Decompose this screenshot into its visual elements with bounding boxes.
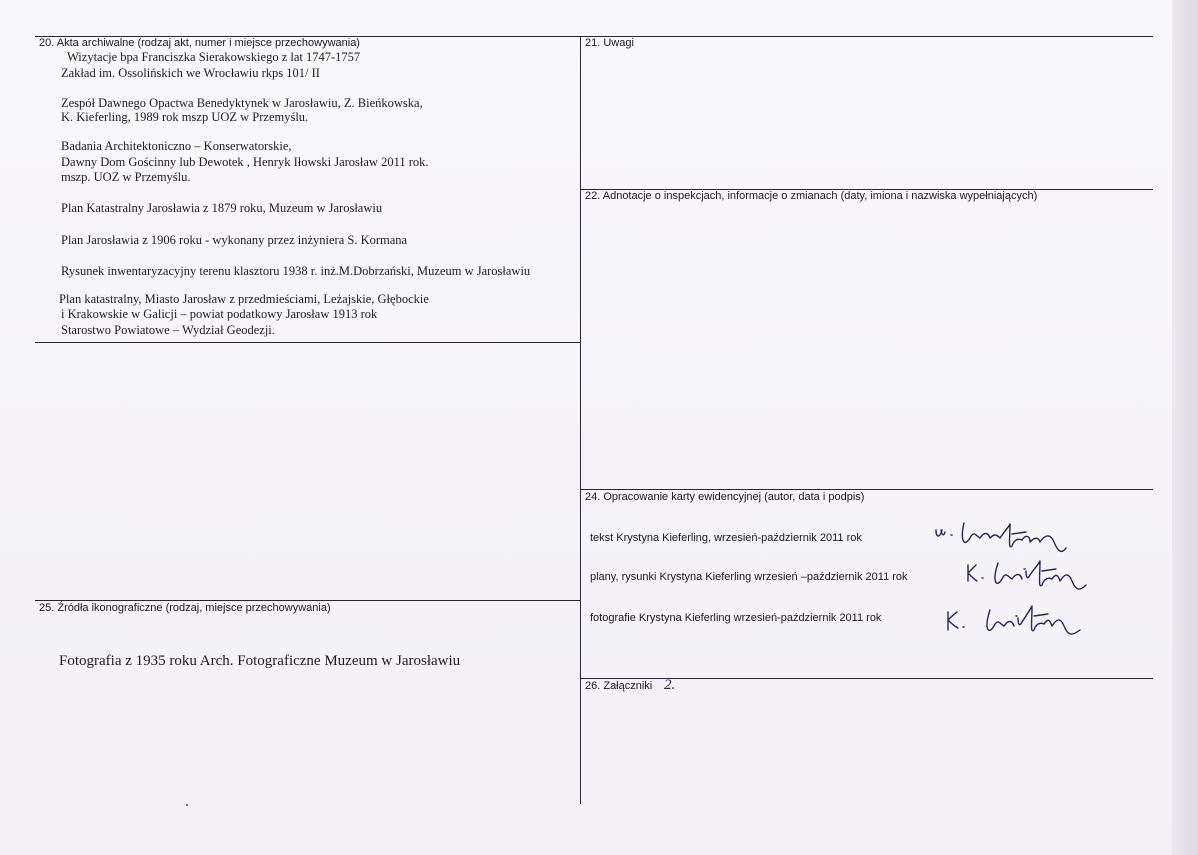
archive-line: Dawny Dom Gościnny lub Dewotek , Henryk Iłowski Jarosław 2011 rok. [61,155,429,169]
sec24-label: 24. Opracowanie karty ewidencyjnej (autor, data i podpis) [585,491,865,503]
archive-line: Plan Jarosławia z 1906 roku - wykonany przez inżyniera S. Kormana [61,233,408,247]
author-row-photos: fotografie Krystyna Kieferling wrzesień-październik 2011 rok [590,612,882,624]
archive-line: i Krakowskie w Galicji – powiat podatkowy Jarosław 1913 rok [61,307,378,321]
sec20-bottom-border [35,342,580,343]
sec26-label: 26. Załączniki [585,680,653,692]
paper-edge [1172,0,1198,855]
archive-line: Zakład im. Ossolińskich we Wrocławiu rkps 101/ II [61,66,320,80]
sec24-top-border [580,489,1153,490]
center-divider [580,36,581,804]
speck [186,804,188,806]
signature-photos [940,600,1100,650]
iconographic-source: Fotografia z 1935 roku Arch. Fotograficzne Muzeum w Jarosławiu [59,653,461,669]
sec21-label: 21. Uwagi [585,37,634,49]
archive-line: K. Kieferling, 1989 rok mszp UOZ w Przemyślu. [61,110,309,124]
sec22-label: 22. Adnotacje o inspekcjach, informacje o zmianach (daty, imiona i nazwiska wypełniających) [585,190,1038,202]
archive-line: Wizytacje bpa Franciszka Sierakowskiego z lat 1747-1757 [67,50,361,64]
archive-line: Starostwo Powiatowe – Wydział Geodezji. [61,323,275,337]
archive-line: Plan katastralny, Miasto Jarosław z przedmieściami, Leżajskie, Głębockie [59,292,429,306]
attachments-value: 2. [664,677,676,693]
author-row-plans: plany, rysunki Krystyna Kieferling wrzesień –październik 2011 rok [590,571,908,583]
sec25-label: 25. Źródła ikonograficzne (rodzaj, miejsce przechowywania) [39,602,331,614]
archive-line: Badania Architektoniczno – Konserwatorskie, [61,139,292,153]
archive-line: Zespół Dawnego Opactwa Benedyktynek w Jarosławiu, Z. Bieńkowska, [61,96,423,110]
archive-line: Rysunek inwentaryzacyjny terenu klasztoru 1938 r. inż.M.Dobrzański, Muzeum w Jarosławiu [61,264,531,278]
archive-line: mszp. UOZ w Przemyślu. [61,170,191,184]
sec20-label: 20. Akta archiwalne (rodzaj akt, numer i miejsce przechowywania) [39,37,360,49]
author-row-text: tekst Krystyna Kieferling, wrzesień-październik 2011 rok [590,532,862,544]
sec25-top-border [35,600,580,601]
archive-line: Plan Katastralny Jarosławia z 1879 roku, Muzeum w Jarosławiu [61,201,383,215]
